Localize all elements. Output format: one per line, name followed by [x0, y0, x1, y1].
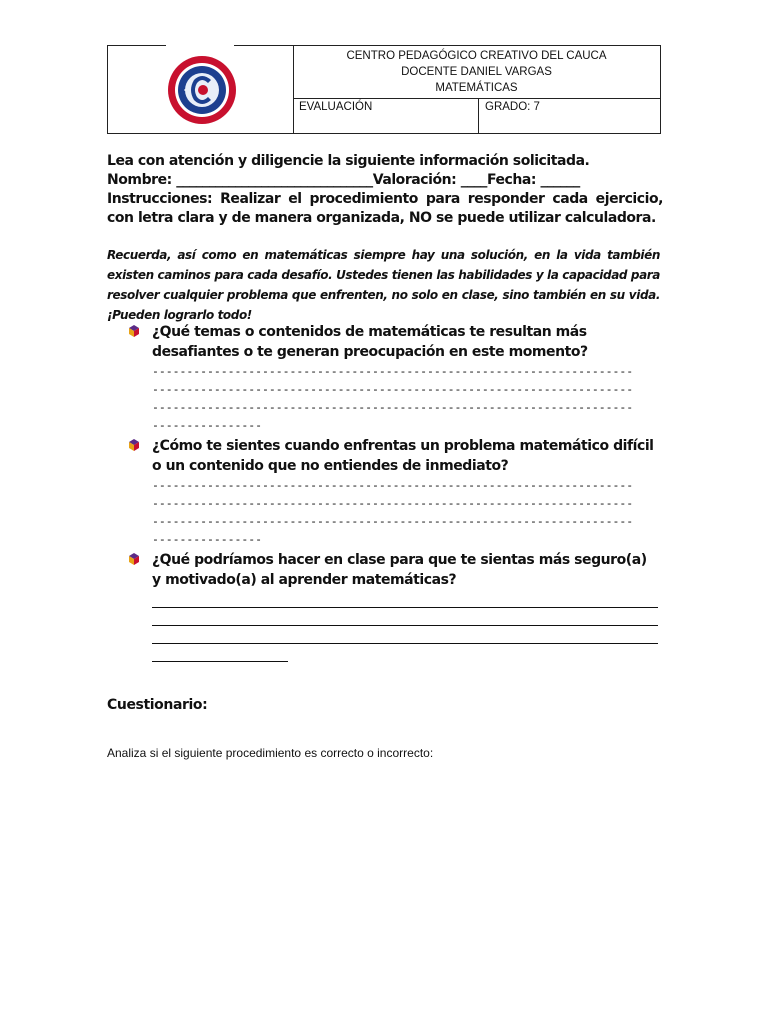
answer-line[interactable]: ---------------------------------------------------------------------- [152, 496, 634, 510]
subject-name: MATEMÁTICAS [435, 82, 518, 94]
header-info [293, 46, 660, 99]
bullet-arrow-icon [128, 553, 140, 565]
answer-line[interactable]: ---------------------------------------------------------------------- [152, 364, 634, 378]
school-logo-icon [166, 54, 238, 126]
name-field-line: Nombre: ______________________________Valoración: ____Fecha: ______ [107, 172, 580, 188]
answer-line[interactable] [152, 644, 288, 662]
answer-line[interactable]: ---------------------------------------------------------------------- [152, 382, 634, 396]
answer-line[interactable]: ---------------------------------------------------------------------- [152, 400, 634, 414]
answer-line[interactable] [152, 626, 658, 644]
header-table [107, 45, 661, 134]
instructions: Instrucciones: Realizar el procedimiento para responder cada ejercicio, con letra clara y de manera organizada, NO se puede utilizar calculadora. [107, 191, 663, 226]
question-2 [128, 436, 658, 548]
intro-line: Lea con atención y diligencie la siguiente información solicitada. [107, 153, 590, 169]
answer-line[interactable]: ---------------- [152, 418, 262, 432]
motivation-text: Recuerda, así como en matemáticas siempre hay una solución, en la vida también existen caminos para cada desafío. Ustedes tienen las habilidades y la capacidad para resolver cualquier problema que enfrenten, no solo en clase, sino también en su vida. ¡Pueden lograrlo todo! [107, 248, 660, 322]
question-text: ¿Cómo te sientes cuando enfrentas un problema matemático difícil o un contenido que no entiendes de inmediato? [152, 438, 654, 474]
section-heading: Cuestionario: [107, 697, 208, 713]
instruction-text: Analiza si el siguiente procedimiento es correcto o incorrecto: [107, 746, 434, 760]
answer-line[interactable]: ---------------- [152, 532, 262, 546]
evaluation-label: EVALUACIÓN [293, 99, 479, 133]
bullet-arrow-icon [128, 325, 140, 337]
school-name: CENTRO PEDAGÓGICO CREATIVO DEL CAUCA [346, 50, 607, 62]
answer-line[interactable]: ---------------------------------------------------------------------- [152, 514, 634, 528]
teacher-name: DOCENTE DANIEL VARGAS [401, 66, 552, 78]
answer-line[interactable] [152, 608, 658, 626]
question-3 [128, 550, 658, 662]
answer-line[interactable]: ---------------------------------------------------------------------- [152, 478, 634, 492]
question-text: ¿Qué podríamos hacer en clase para que te sientas más seguro(a) y motivado(a) al aprender matemáticas? [152, 552, 647, 588]
question-text: ¿Qué temas o contenidos de matemáticas te resultan más desafiantes o te generan preocupación en este momento? [152, 324, 588, 360]
intro-section [107, 152, 663, 228]
bullet-arrow-icon [128, 439, 140, 451]
answer-line[interactable] [152, 590, 658, 608]
logo-cell [108, 46, 294, 133]
grade-label: GRADO: 7 [485, 101, 540, 113]
question-1 [128, 322, 658, 434]
